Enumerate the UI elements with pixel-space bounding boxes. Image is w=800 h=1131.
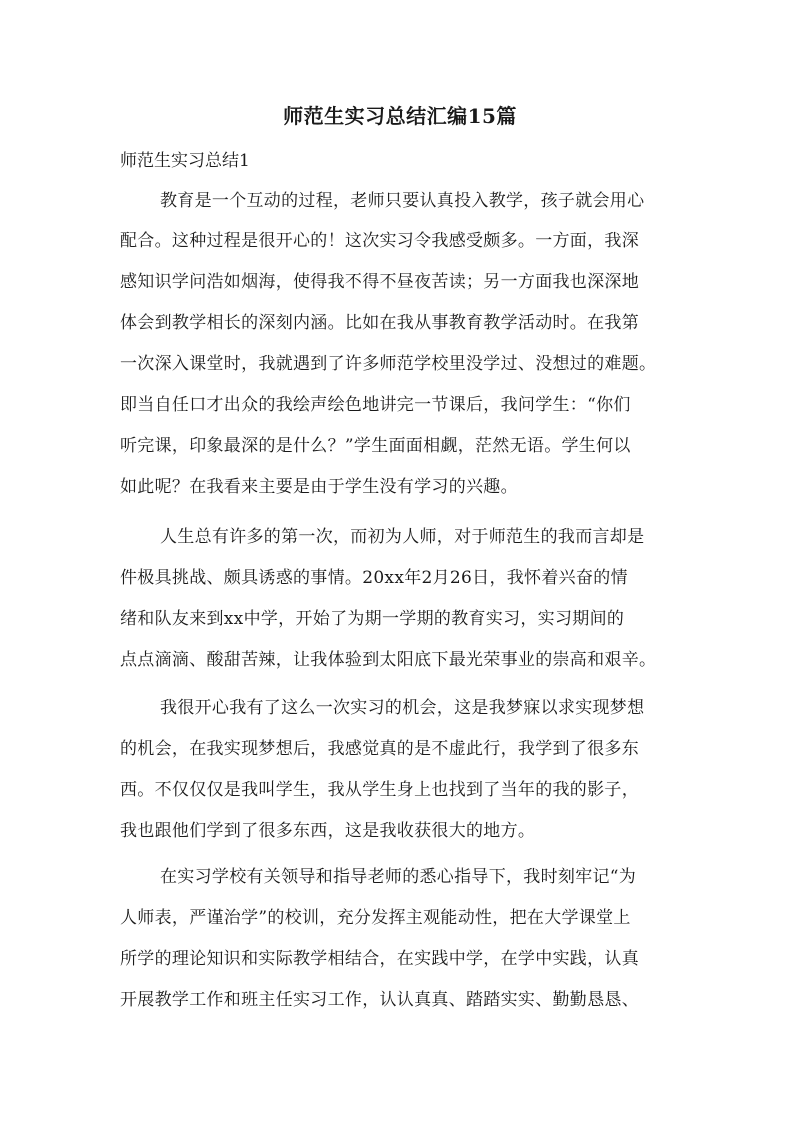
paragraph-line: 我很开心我有了这么一次实习的机会，这是我梦寐以求实现梦想 bbox=[160, 698, 645, 718]
document-title: 师范生实习总结汇编15篇 bbox=[283, 104, 517, 128]
section-heading: 师范生实习总结1 bbox=[120, 151, 250, 171]
paragraph-line: 在实习学校有关领导和指导老师的悉心指导下，我时刻牢记“为 bbox=[160, 867, 637, 887]
paragraph-line: 体会到教学相长的深刻内涵。比如在我从事教育教学活动时。在我第 bbox=[120, 313, 639, 333]
paragraph-line: 开展教学工作和班主任实习工作，认认真真、踏踏实实、勤勤恳恳、 bbox=[120, 990, 639, 1010]
paragraph-line: 配合。这种过程是很开心的！这次实习令我感受颇多。一方面，我深 bbox=[120, 231, 639, 251]
paragraph-line: 西。不仅仅仅是我叫学生，我从学生身上也找到了当年的我的影子， bbox=[120, 780, 639, 800]
paragraph-line: 人生总有许多的第一次，而初为人师，对于师范生的我而言却是 bbox=[160, 527, 645, 547]
paragraph-line: 教育是一个互动的过程，老师只要认真投入教学，孩子就会用心 bbox=[160, 191, 645, 211]
paragraph-line: 如此呢？在我看来主要是由于学生没有学习的兴趣。 bbox=[120, 477, 518, 497]
paragraph-line: 感知识学问浩如烟海，使得我不得不昼夜苦读；另一方面我也深深地 bbox=[120, 272, 639, 292]
paragraph-line: 的机会，在我实现梦想后，我感觉真的是不虚此行，我学到了很多东 bbox=[120, 739, 639, 759]
paragraph-line: 听完课，印象最深的是什么？”学生面面相觑，茫然无语。学生何以 bbox=[120, 436, 631, 456]
paragraph-line: 所学的理论知识和实际教学相结合，在实践中学，在学中实践，认真 bbox=[120, 949, 639, 969]
paragraph-line: 件极具挑战、颇具诱惑的事情。20xx年2月26日，我怀着兴奋的情 bbox=[120, 568, 628, 588]
paragraph-line: 我也跟他们学到了很多东西，这是我收获很大的地方。 bbox=[120, 821, 536, 841]
paragraph-line: 点点滴滴、酸甜苦辣，让我体验到太阳底下最光荣事业的崇高和艰辛。 bbox=[120, 650, 657, 670]
paragraph-line: 即当自任口才出众的我绘声绘色地讲完一节课后，我问学生：“你们 bbox=[120, 395, 631, 415]
paragraph-line: 绪和队友来到xx中学，开始了为期一学期的教育实习，实习期间的 bbox=[120, 609, 625, 629]
paragraph-line: 人师表，严谨治学”的校训，充分发挥主观能动性，把在大学课堂上 bbox=[120, 908, 631, 928]
paragraph-line: 一次深入课堂时，我就遇到了许多师范学校里没学过、没想过的难题。 bbox=[120, 354, 657, 374]
